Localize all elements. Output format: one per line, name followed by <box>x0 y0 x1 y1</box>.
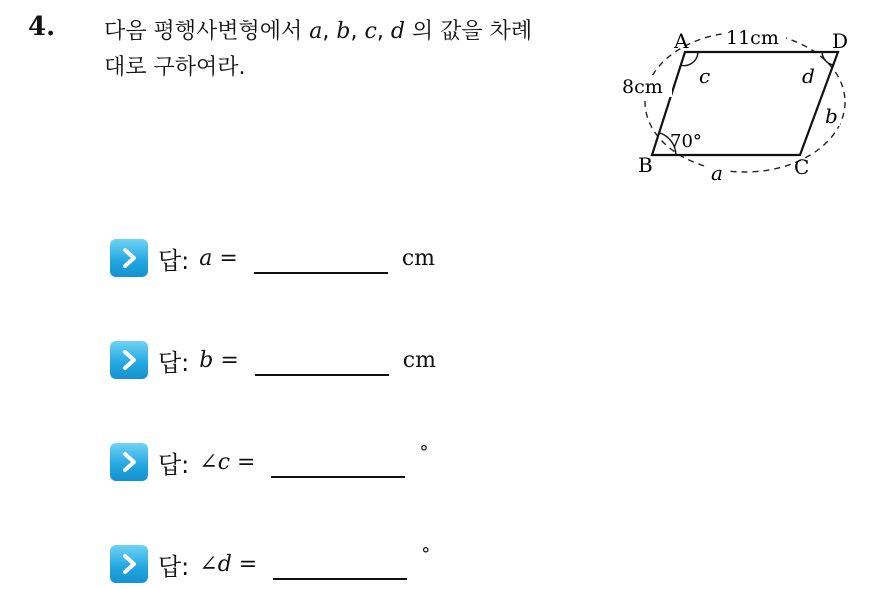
answer-row-a <box>110 236 435 280</box>
answer-label: 답: <box>158 552 190 581</box>
answer-arrow-icon <box>110 239 148 277</box>
answer-expr-d: ∠d = <box>199 551 258 577</box>
answer-expr-b: b = <box>199 347 239 373</box>
answer-label: 답: <box>158 348 190 377</box>
question-text <box>104 14 604 86</box>
question-prefix: 다음 평행사변형에서 <box>104 19 303 44</box>
question-number: 4. <box>28 12 56 42</box>
var-a: a <box>309 19 323 44</box>
answer-arrow-icon <box>110 545 148 583</box>
angle-70-label: 70° <box>670 131 702 152</box>
answer-blank-d[interactable] <box>273 548 407 580</box>
side-a-label: a <box>711 161 723 185</box>
question-suffix: 의 값을 차례 <box>411 19 533 44</box>
parallelogram-diagram <box>610 20 880 190</box>
var-d: d <box>390 19 405 44</box>
side-b-label: b <box>825 104 838 128</box>
vertex-a-label: A <box>674 29 689 53</box>
answer-row-b <box>110 338 436 382</box>
answer-row-c <box>110 440 428 484</box>
angle-c-label: c <box>699 64 711 88</box>
answer-expr-a: a = <box>199 245 238 271</box>
answer-unit-c: ° <box>419 441 429 463</box>
answer-unit-b: cm <box>402 347 436 373</box>
answer-blank-c[interactable] <box>271 446 405 478</box>
answer-arrow-icon <box>110 443 148 481</box>
vertex-b-label: B <box>638 153 653 177</box>
answer-arrow-icon <box>110 341 148 379</box>
answer-unit-d: ° <box>421 543 431 565</box>
var-c: c <box>364 19 377 44</box>
answer-blank-b[interactable] <box>255 344 389 376</box>
vertex-c-label: C <box>794 155 810 179</box>
angle-arc-d <box>822 52 833 65</box>
answer-label: 답: <box>158 450 190 479</box>
angle-d-label: d <box>802 64 815 88</box>
answer-label: 답: <box>158 246 190 275</box>
question-line-1: 다음 평행사변형에서 a, b, c, d 의 값을 차례 <box>104 19 533 44</box>
question-line-2: 대로 구하여라. <box>104 55 246 80</box>
var-b: b <box>336 19 351 44</box>
answer-row-d <box>110 542 430 586</box>
left-side-label: 8cm <box>622 76 663 98</box>
answer-unit-a: cm <box>401 245 436 271</box>
answer-blank-a[interactable] <box>254 242 388 274</box>
vertex-d-label: D <box>832 29 849 53</box>
answer-expr-c: ∠c = <box>199 449 256 475</box>
top-side-label: 11cm <box>726 27 779 49</box>
